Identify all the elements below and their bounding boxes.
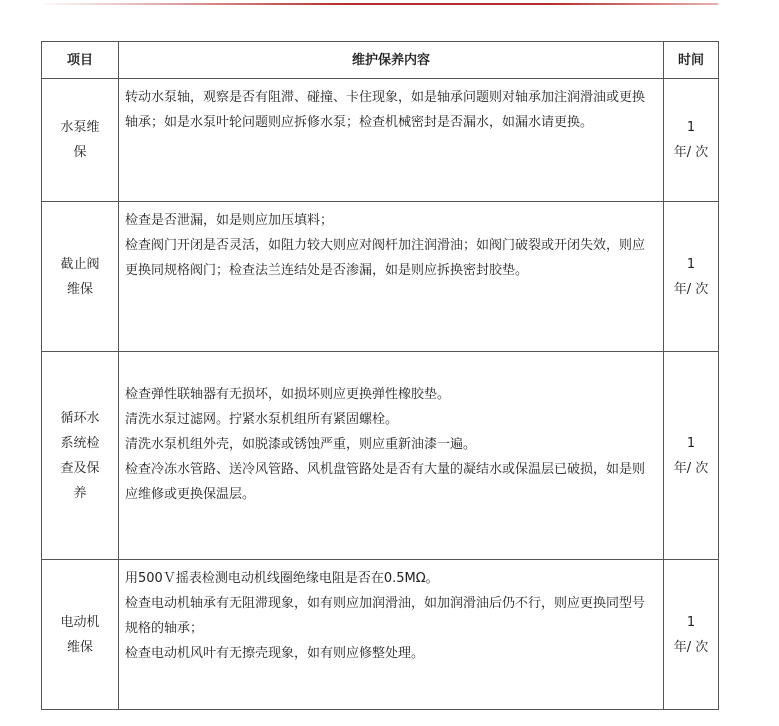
item-label-line: 截止阀 <box>60 256 100 272</box>
content-paragraph: 清洗水泵过滤网。拧紧水泵机组所有紧固螺栓。 <box>125 412 399 427</box>
header-content: 维护保养内容 <box>119 42 664 79</box>
item-label-line: 维保 <box>66 281 93 297</box>
time-cell <box>664 560 719 710</box>
content-cell <box>119 560 664 710</box>
table-row-water-pump <box>42 79 719 202</box>
time-value: 1 <box>686 435 696 451</box>
time-value: 1 <box>686 614 696 630</box>
table-row-motor <box>42 560 719 710</box>
time-cell <box>664 79 719 202</box>
content-paragraph: 检查冷冻水管路、送冷风管路、风机盘管路处是否有大量的凝结水或保温层已破损，如是则应维修或更换保温层。 <box>125 462 646 502</box>
header-time: 时间 <box>664 42 719 79</box>
item-cell <box>42 79 119 202</box>
table-header-row <box>42 42 719 79</box>
time-cell <box>664 352 719 560</box>
item-cell <box>42 560 119 710</box>
time-value: 1 <box>686 120 696 135</box>
content-cell <box>119 79 664 202</box>
maintenance-table <box>41 41 719 710</box>
content-paragraph: 用500Ｖ摇表检测电动机线圈绝缘电阻是否在0.5MΩ。 <box>125 571 439 586</box>
header-item: 项目 <box>42 42 119 79</box>
time-unit: 年/ 次 <box>673 281 709 297</box>
content-paragraph: 转动水泵轴，观察是否有阻滞、碰撞、卡住现象，如是轴承问题则对轴承加注润滑油或更换轴承；如是水泵叶轮问题则应拆修水泵；检查机械密封是否漏水，如漏水请更换。 <box>125 90 646 130</box>
item-label-line: 保 <box>73 145 87 160</box>
content-paragraph: 清洗水泵机组外壳，如脱漆或锈蚀严重，则应重新油漆一遍。 <box>125 437 477 452</box>
content-cell <box>119 352 664 560</box>
top-divider <box>38 3 718 5</box>
item-label-line: 水泵维 <box>60 120 100 135</box>
item-label-line: 查及保 <box>60 460 100 476</box>
table-row-circulating-water <box>42 352 719 560</box>
time-unit: 年/ 次 <box>673 145 709 160</box>
content-paragraph: 检查是否泄漏，如是则应加压填料； <box>125 213 334 228</box>
content-paragraph: 检查电动机风叶有无擦壳现象，如有则应修整处理。 <box>125 646 425 661</box>
item-label-line: 电动机 <box>60 614 100 630</box>
item-label-line: 维保 <box>66 639 93 655</box>
item-label-line: 系统检 <box>60 435 100 451</box>
content-paragraph: 检查电动机轴承有无阻滞现象，如有则应加润滑油，如加润滑油后仍不行，则应更换同型号规格的轴承； <box>125 596 646 636</box>
time-unit: 年/ 次 <box>673 639 709 655</box>
time-value: 1 <box>686 256 696 272</box>
item-label-line: 循环水 <box>60 410 100 426</box>
item-cell <box>42 352 119 560</box>
content-paragraph: 检查弹性联轴器有无损坏，如损坏则应更换弹性橡胶垫。 <box>125 387 451 402</box>
content-paragraph: 检查阀门开闭是否灵活，如阻力较大则应对阀杆加注润滑油；如阀门破裂或开闭失效，则应更换同规格阀门；检查法兰连结处是否渗漏，如是则应拆换密封胶垫。 <box>125 238 646 278</box>
item-label-line: 养 <box>73 485 87 501</box>
table-row-gate-valve <box>42 202 719 352</box>
item-cell <box>42 202 119 352</box>
time-cell <box>664 202 719 352</box>
time-unit: 年/ 次 <box>673 460 709 476</box>
content-cell <box>119 202 664 352</box>
